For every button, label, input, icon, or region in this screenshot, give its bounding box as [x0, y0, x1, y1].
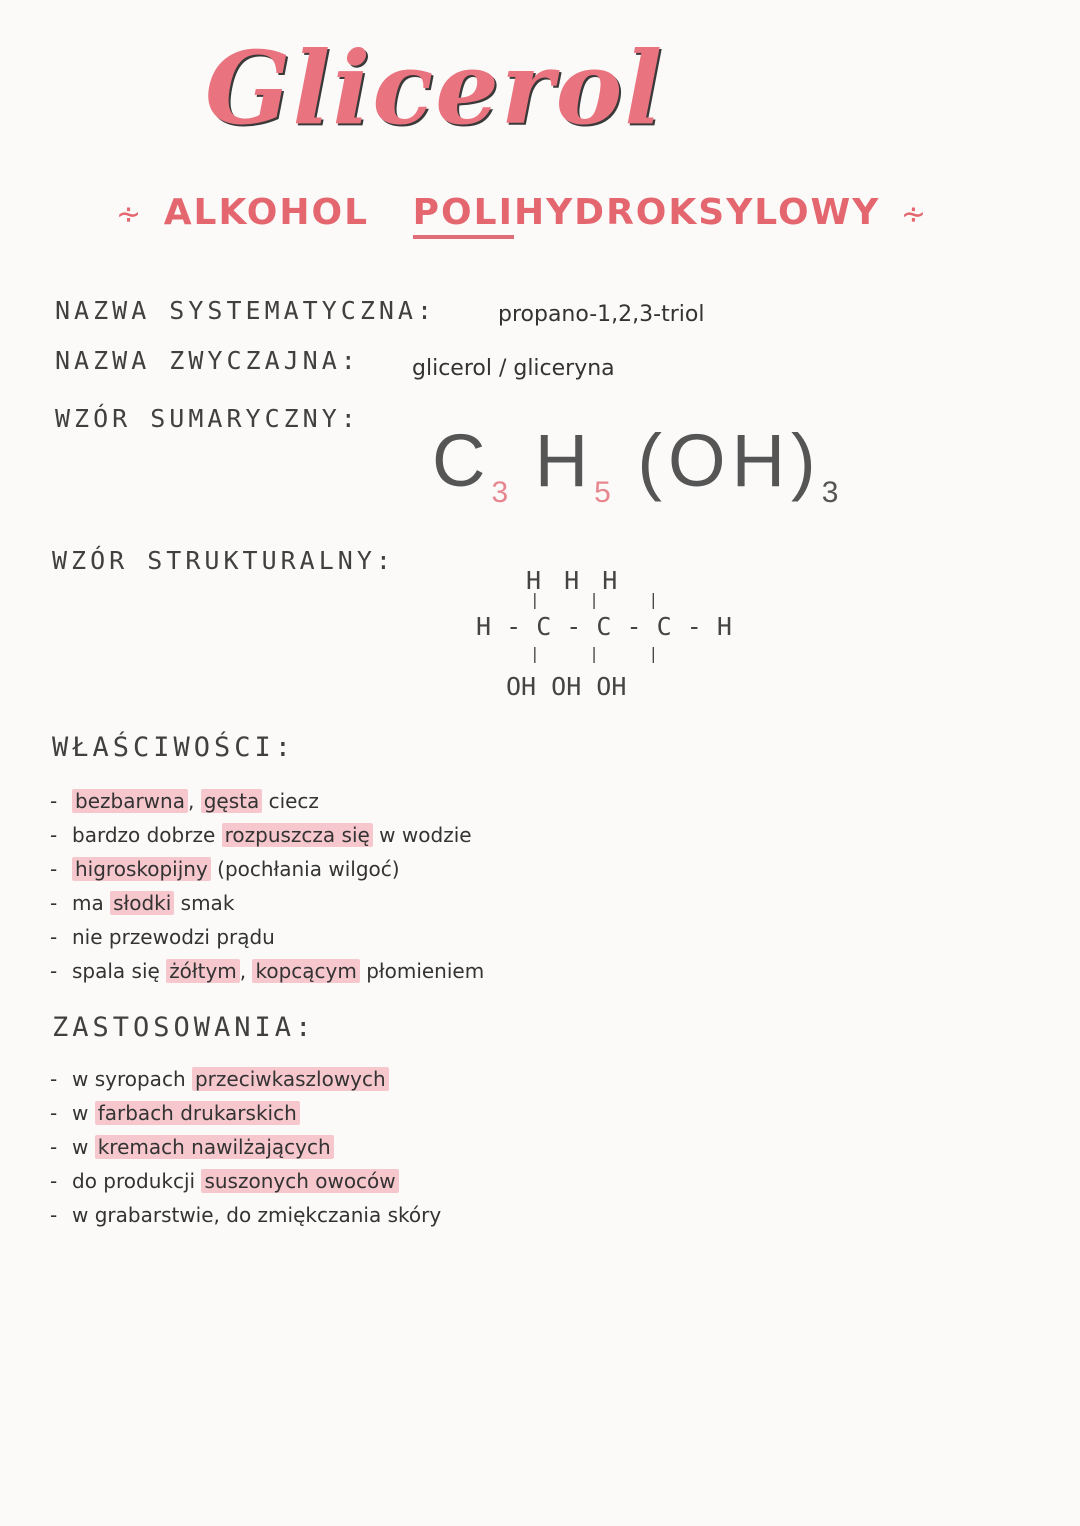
structural-row-bonds-bottom: | | | — [530, 644, 679, 663]
property-item-colorless: - bezbarwna , gęsta ciecz — [50, 784, 484, 818]
properties-list — [50, 784, 484, 988]
common-name-label: NAZWA ZWYCZAJNA: — [55, 346, 360, 375]
subtitle-right-deco: ∻ — [900, 197, 929, 232]
structural-row-h-top: H H H — [526, 566, 622, 595]
subtitle — [110, 192, 934, 233]
property-item-soluble: - bardzo dobrze rozpuszcza się w wodzie — [50, 818, 484, 852]
formula-hydrogen: H — [534, 419, 595, 502]
property-item-nonconductive: - nie przewodzi prądu — [50, 920, 484, 954]
subtitle-word-alkohol: ALKOHOL — [163, 192, 370, 233]
applications-list — [50, 1062, 441, 1232]
application-item-syrups: - w syropach przeciwkaszlowych — [50, 1062, 441, 1096]
formula-hydroxyl: (OH) — [637, 419, 822, 502]
properties-heading: WŁAŚCIWOŚCI: — [52, 732, 296, 763]
structural-formula-label: WZÓR STRUKTURALNY: — [52, 546, 395, 575]
property-item-sweet: - ma słodki smak — [50, 886, 484, 920]
application-item-tanning: - w grabarstwie, do zmiękczania skóry — [50, 1198, 441, 1232]
formula-carbon-count: 3 — [491, 475, 509, 509]
structural-formula — [470, 560, 732, 710]
application-item-creams: - w kremach nawilżających — [50, 1130, 441, 1164]
subtitle-word-hydroksylowy: HYDROKSYLOWY — [513, 192, 881, 233]
systematic-name-value: propano-1,2,3-triol — [498, 302, 705, 327]
structural-row-carbon-chain: H - C - C - C - H — [476, 612, 732, 641]
property-item-flame: - spala się żółtym , kopcącym płomieniem — [50, 954, 484, 988]
formula-hydrogen-count: 5 — [594, 475, 611, 509]
formula-hydroxyl-count: 3 — [821, 475, 839, 509]
formula-carbon: C — [432, 419, 492, 502]
subtitle-word-poli: POLI — [413, 192, 514, 239]
application-item-inks: - w farbach drukarskich — [50, 1096, 441, 1130]
common-name-value: glicerol / gliceryna — [412, 356, 615, 381]
summary-formula — [432, 418, 838, 510]
systematic-name-label: NAZWA SYSTEMATYCZNA: — [55, 296, 437, 325]
structural-row-bonds-top: | | | — [530, 590, 679, 609]
summary-formula-label: WZÓR SUMARYCZNY: — [55, 404, 360, 433]
structural-row-oh-groups: OH OH OH — [506, 672, 627, 701]
page-title: Glicerol — [205, 29, 665, 147]
property-item-hygroscopic: - higroskopijny (pochłania wilgoć) — [50, 852, 484, 886]
subtitle-left-deco: ∻ — [116, 197, 144, 232]
applications-heading: ZASTOSOWANIA: — [52, 1012, 316, 1043]
application-item-dried-fruit: - do produkcji suszonych owoców — [50, 1164, 441, 1198]
